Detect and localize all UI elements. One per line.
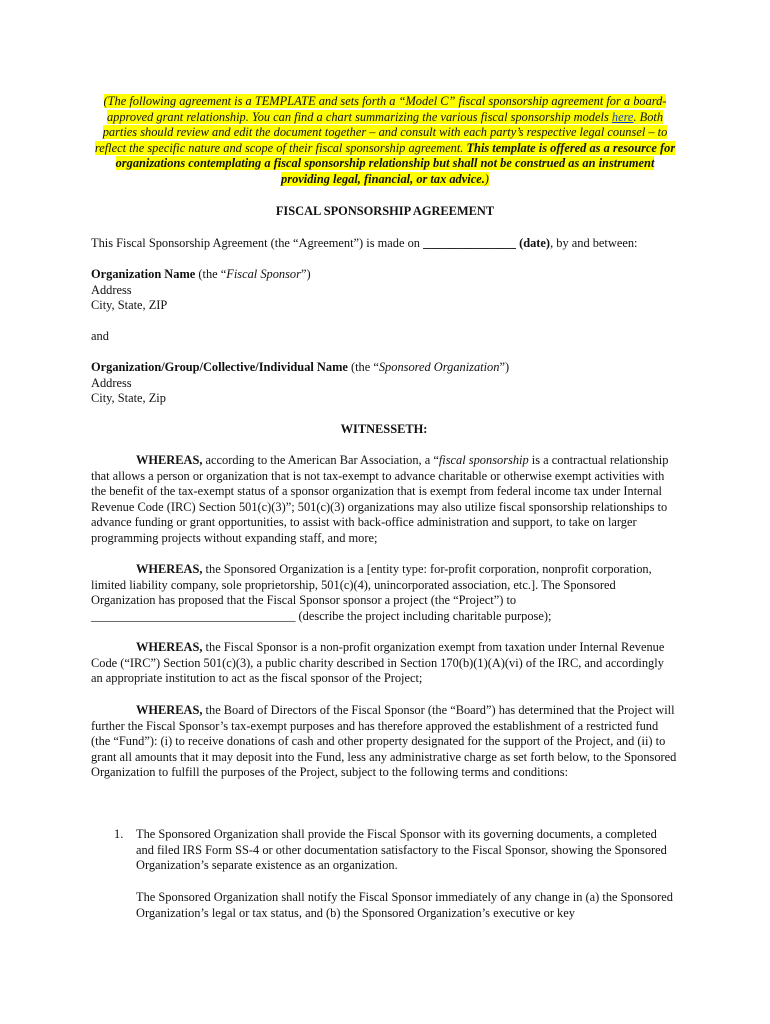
whereas-text: according to the American Bar Association, a “ <box>202 453 439 467</box>
whereas-paragraph <box>91 453 677 546</box>
whereas-paragraph <box>91 640 677 687</box>
notice-disclaimer: This template is offered as a resource for organizations contemplating a fiscal sponsorship relationship but shall not be construed as an instrument providing legal, financial, or tax advice. <box>115 140 676 186</box>
whereas-paragraph <box>91 562 677 624</box>
fiscal-sponsor-name: Organization Name <box>91 267 196 281</box>
list-item-number: 1. <box>114 827 124 841</box>
whereas-text: the Sponsored Organization is a [entity type: for-profit corporation, nonprofit corporation, limited liability company, sole proprietorship, 501(c)(4), unincorporated association, etc.]. The Sponsored Organization has proposed that the Fiscal Sponsor sponsor a project (the “Project”) to <box>91 562 652 607</box>
sponsored-org-address: Address <box>91 375 132 390</box>
date-label: (date) <box>516 236 551 250</box>
fiscal-sponsor-city: City, State, ZIP <box>91 298 168 312</box>
chart-link[interactable]: here <box>611 109 634 124</box>
sponsored-org-name: Organization/Group/Collective/Individual Name <box>91 360 348 374</box>
sponsored-org-block <box>91 360 677 407</box>
whereas-lead: WHEREAS, <box>136 703 203 717</box>
sponsored-org-city: City, State, Zip <box>91 391 166 405</box>
witnesseth-heading: WITNESSETH: <box>340 422 428 436</box>
and-word: and <box>91 329 109 343</box>
template-notice <box>92 94 678 187</box>
whereas-lead: WHEREAS, <box>136 562 203 576</box>
opening-suffix: , by and between: <box>550 236 638 250</box>
document-title: FISCAL SPONSORSHIP AGREEMENT <box>275 204 495 218</box>
fiscal-sponsor-post: ”) <box>300 267 311 281</box>
whereas-paragraph <box>91 703 677 781</box>
fiscal-sponsor-line <box>91 267 677 283</box>
sponsored-org-pre: (the “ <box>347 360 379 374</box>
whereas-text: is a contractual relationship that allows a person or organization that is not tax-exempt to advance charitable or otherwise exempt activities with the benefit of the tax-exempt status of a sponsor organization that is exempt from federal income tax under Internal Revenue Code (IRC) Section 501(c)(3)”; 501(c)(3) organizations may also utilize fiscal sponsorship relationships to advance funding or grant opportunities, to assist with back-office administration and support, to take on larger programming projects without expanding staff, and more; <box>91 453 669 545</box>
notice-close: ) <box>484 171 489 186</box>
opening-line <box>91 236 677 252</box>
whereas-lead: WHEREAS, <box>136 640 203 654</box>
notice-text-2: . Both parties should review and edit the document together – and consult with each party’s respective legal counsel – to reflect the specific nature and scope of their fiscal sponsorship agreement. <box>94 109 668 155</box>
notice-text-1: (The following agreement is a TEMPLATE and sets forth a “Model C” fiscal sponsorship agreement for a board-approved grant relationship. You can find a chart summarizing the various fiscal sponsorship models <box>103 94 667 124</box>
list-item-text: The Sponsored Organization shall notify the Fiscal Sponsor immediately of any change in (a) the Sponsored Organization’s legal or tax status, and (b) the Sponsored Organization’s executive or key <box>136 890 673 920</box>
whereas-lead: WHEREAS, <box>136 453 203 467</box>
fiscal-sponsor-address: Address <box>91 282 132 297</box>
fiscal-sponsor-pre: (the “ <box>195 267 227 281</box>
date-blank: _______________ <box>423 236 516 250</box>
highlighted-notice <box>95 94 675 186</box>
opening-prefix: This Fiscal Sponsorship Agreement (the “Agreement”) is made on <box>91 236 424 250</box>
whereas-text: the Fiscal Sponsor is a non-profit organization exempt from taxation under Internal Revenue Code (“IRC”) Section 501(c)(3), a public charity described in Section 170(b)(1)(A)(vi) of the IRC, and accordingly an appropriate institution to act as the fiscal sponsor of the Project; <box>91 640 665 685</box>
fiscal-sponsor-block <box>91 267 677 314</box>
sponsored-org-role: Sponsored Organization <box>378 360 500 374</box>
whereas-text: the Board of Directors of the Fiscal Sponsor (the “Board”) has determined that the Project will further the Fiscal Sponsor’s tax-exempt purposes and has therefore approved the establishment of a restricted fund (the “Fund”): (i) to receive donations of cash and other property designated for the support of the Project, and (ii) to grant all amounts that it may deposit into the Fund, less any administrative charge as set forth below, to the Sponsored Organization to fulfill the purposes of the Project, subject to the following terms and conditions: <box>91 703 677 779</box>
project-blank: _________________________________ <box>91 608 296 623</box>
whereas-italic: fiscal sponsorship <box>438 453 529 467</box>
sponsored-org-post: ”) <box>499 360 510 374</box>
whereas-text: (describe the project including charitable purpose); <box>295 608 552 623</box>
list-item-text: The Sponsored Organization shall provide the Fiscal Sponsor with its governing documents, a completed and filed IRS Form SS-4 or other documentation satisfactory to the Fiscal Sponsor, showing the Sponsored Organization’s separate existence as an organization. <box>136 827 667 872</box>
sponsored-org-line <box>91 360 677 376</box>
fiscal-sponsor-role: Fiscal Sponsor <box>226 267 301 281</box>
